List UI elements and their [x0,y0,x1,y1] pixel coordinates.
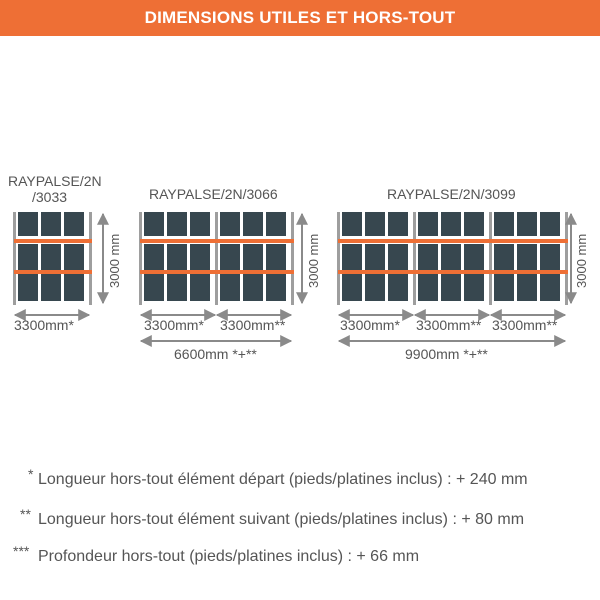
pallet-load [365,244,385,271]
beam [14,270,92,274]
upright [89,212,92,305]
pallet-load [540,212,560,236]
pallet-load [365,212,385,236]
pallet-load [388,244,408,271]
pallet-load [190,274,210,301]
pallet-load [441,244,461,271]
footnote-3-mark: *** [13,543,30,559]
pallet-load [18,212,38,236]
pallet-load [517,212,537,236]
pallet-load [64,244,84,271]
pallet-load [342,244,362,271]
pallet-load [167,244,187,271]
footnote-1-mark: * [28,466,34,482]
pallet-load [418,244,438,271]
rack-2-name: RAYPALSE/2N/3066 [149,186,278,202]
rack-1-structure [13,212,103,315]
pallet-load [540,274,560,301]
pallet-load [266,244,286,271]
rack-3-total-label: 9900mm *+** [405,346,488,362]
pallet-load [388,212,408,236]
pallet-load [418,274,438,301]
rack-3-name: RAYPALSE/2N/3099 [387,186,516,202]
pallet-load [266,274,286,301]
pallet-load [365,274,385,301]
pallet-load [144,244,164,271]
beam [140,270,294,274]
rack-2-total-label: 6600mm *+** [174,346,257,362]
rack-2-height-label: 3000 mm [306,233,321,288]
pallet-load [144,212,164,236]
pallet-load [18,274,38,301]
pallet-load [464,274,484,301]
rack-1-height-label: 3000 mm [107,233,122,288]
pallet-load [517,274,537,301]
pallet-load [167,274,187,301]
pallet-load [220,212,240,236]
pallet-load [243,212,263,236]
pallet-load [220,244,240,271]
upright [139,212,142,305]
pallet-load [494,244,514,271]
upright [489,212,492,305]
rack-2-bay-label-1: 3300mm* [144,317,204,333]
footnote-2-text: Longueur hors-tout élément suivant (pieds/platines inclus) : + 80 mm [38,511,525,528]
footnote-1-text: Longueur hors-tout élément départ (pieds/platines inclus) : + 240 mm [38,471,528,488]
pallet-load [494,212,514,236]
pallet-load [418,212,438,236]
rack-3-height-label: 3000 mm [574,233,589,288]
rack-1-name-line1: RAYPALSE/2N [8,173,102,189]
pallet-load [494,274,514,301]
rack-1-name-line2: /3033 [32,189,68,205]
pallet-load [266,212,286,236]
rack-3-bay-label-1: 3300mm* [340,317,400,333]
pallet-load [167,212,187,236]
rack-3-bay-label-2: 3300mm** [416,317,482,333]
pallet-load [64,274,84,301]
rack-1-bay-label-1: 3300mm* [14,317,74,333]
pallet-load [220,274,240,301]
pallet-load [41,274,61,301]
pallet-load [190,244,210,271]
upright [215,212,218,305]
upright [337,212,340,305]
page-title: DIMENSIONS UTILES ET HORS-TOUT [144,8,456,27]
upright [565,212,568,305]
upright [291,212,294,305]
upright [413,212,416,305]
beam [140,239,294,243]
rack-3-bay-label-3: 3300mm** [492,317,558,333]
pallet-load [464,244,484,271]
pallet-load [441,212,461,236]
upright [13,212,16,305]
pallet-load [41,244,61,271]
pallet-load [190,212,210,236]
pallet-load [243,244,263,271]
beam [338,239,568,243]
footnote-2-mark: ** [20,506,31,522]
beam [14,239,92,243]
pallet-load [441,274,461,301]
pallet-load [540,244,560,271]
pallet-load [388,274,408,301]
pallet-load [342,274,362,301]
pallet-load [243,274,263,301]
pallet-load [41,212,61,236]
beam [338,270,568,274]
pallet-load [464,212,484,236]
pallet-load [517,244,537,271]
pallet-load [18,244,38,271]
pallet-load [342,212,362,236]
footnote-3-text: Profondeur hors-tout (pieds/platines inclus) : + 66 mm [38,548,420,565]
pallet-load [64,212,84,236]
rack-2-bay-label-2: 3300mm** [220,317,286,333]
pallet-load [144,274,164,301]
